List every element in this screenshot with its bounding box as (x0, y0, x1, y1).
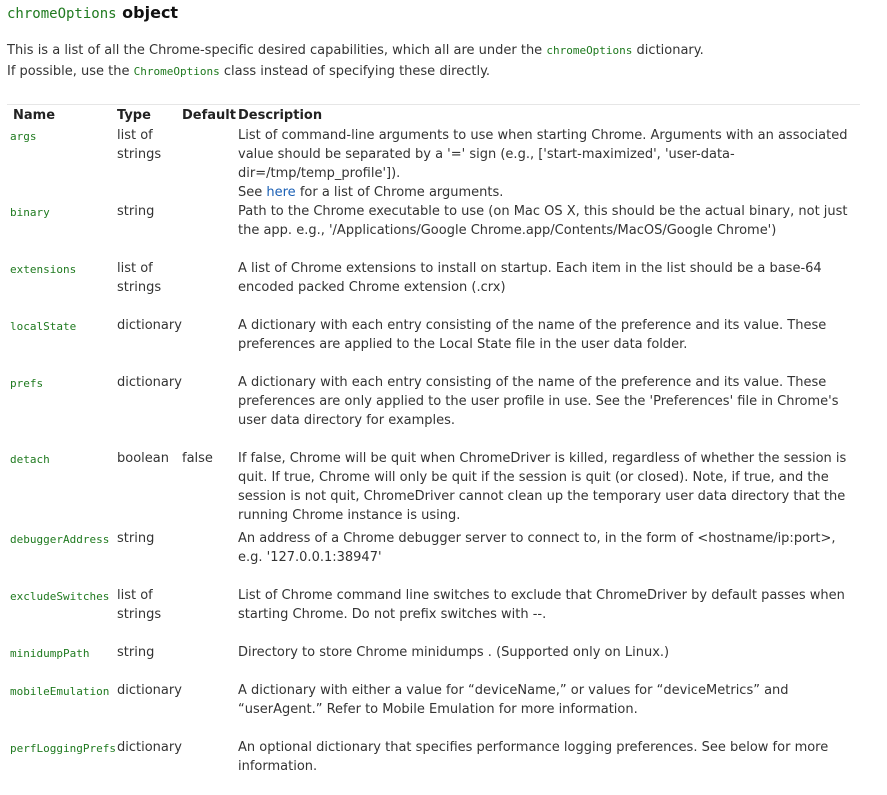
intro-line-1 (7, 40, 704, 61)
chrome-arguments-link[interactable]: here (266, 185, 296, 200)
capabilities-table-wrapper (7, 104, 860, 795)
table-row (7, 373, 860, 449)
cell-description: Path to the Chrome executable to use (on Mac OS X, this should be the actual binary, not just the app. e.g., '/Applications/Google Chrome.app/Contents/MacOS/Google Chrome') (238, 204, 848, 238)
column-header-name: Name (13, 108, 56, 123)
table-row (7, 586, 860, 643)
cell-name: localState (10, 320, 77, 333)
cell-type: list of strings (117, 261, 162, 295)
cell-description: If false, Chrome will be quit when ChromeDriver is killed, regardless of whether the session is quit. If true, Chrome will only be quit if the session is quit (or closed). Note, if true, and the session is not quit, ChromeDriver cannot clean up the temporary user data directory that the running Chrome instance is using. (238, 451, 847, 523)
cell-type: boolean (117, 451, 169, 466)
cell-default (182, 586, 238, 643)
cell-type: dictionary (117, 683, 182, 698)
title-code: chromeOptions (7, 6, 117, 22)
cell-name: detach (10, 453, 50, 466)
cell-default: false (182, 451, 213, 466)
table-row (7, 738, 860, 795)
table-row (7, 643, 860, 681)
cell-default (182, 681, 238, 738)
cell-description: An address of a Chrome debugger server to connect to, in the form of <hostname/ip:port>, e.g. '127.0.0.1:38947' (238, 531, 836, 565)
column-header-description: Description (238, 108, 323, 123)
title-word: object (122, 3, 179, 22)
table-header-row (7, 105, 860, 126)
cell-default (182, 643, 238, 681)
cell-name: excludeSwitches (10, 590, 110, 603)
cell-name: mobileEmulation (10, 685, 110, 698)
cell-name: extensions (10, 263, 77, 276)
cell-default (182, 738, 238, 795)
intro-line-2-code: ChromeOptions (133, 65, 220, 78)
page-title (7, 3, 178, 22)
cell-description: An optional dictionary that specifies performance logging preferences. See below for more information. (238, 740, 829, 774)
cell-default (182, 373, 238, 449)
column-header-default: Default (182, 108, 236, 123)
intro-line-2-end: class instead of specifying these directly. (219, 64, 491, 79)
cell-type: dictionary (117, 740, 182, 755)
intro-line-2 (7, 61, 704, 82)
table-row (7, 449, 860, 529)
table-row (7, 202, 860, 259)
cell-type: string (117, 645, 155, 660)
cell-name: binary (10, 206, 50, 219)
table-row (7, 681, 860, 738)
cell-type: dictionary (117, 318, 182, 333)
cell-default (182, 259, 238, 316)
cell-description: A dictionary with each entry consisting of the name of the preference and its value. These preferences are applied to the Local State file in the user data folder. (238, 318, 827, 352)
cell-description (238, 126, 860, 202)
intro-line-1-text: This is a list of all the Chrome-specific desired capabilities, which all are under the (7, 43, 547, 58)
cell-default (182, 126, 238, 202)
cell-default (182, 202, 238, 259)
cell-description: A dictionary with each entry consisting of the name of the preference and its value. These preferences are only applied to the user profile in use. See the 'Preferences' file in Chrome's user data directory for examples. (238, 375, 839, 428)
intro-line-1-end: dictionary. (632, 43, 704, 58)
table-row (7, 316, 860, 373)
intro-line-2-text: If possible, use the (7, 64, 134, 79)
capabilities-table (7, 105, 860, 795)
table-row (7, 126, 860, 202)
description-text-end: for a list of Chrome arguments. (295, 185, 504, 200)
cell-type: list of strings (117, 128, 162, 162)
cell-name: prefs (10, 377, 44, 390)
table-row (7, 529, 860, 586)
description-text: List of command-line arguments to use when starting Chrome. Arguments with an associated value should be separated by a '=' sign (e.g., ['start-maximized', 'user-data-dir=/tmp/temp_profile']). (238, 128, 848, 181)
cell-description: Directory to store Chrome minidumps . (Supported only on Linux.) (238, 645, 670, 660)
column-header-type: Type (117, 108, 151, 123)
cell-name: debuggerAddress (10, 533, 110, 546)
cell-type: dictionary (117, 375, 182, 390)
cell-default (182, 316, 238, 373)
cell-default (182, 529, 238, 586)
cell-name: minidumpPath (10, 647, 90, 660)
table-row (7, 259, 860, 316)
cell-type: string (117, 531, 155, 546)
cell-type: string (117, 204, 155, 219)
cell-name: args (10, 130, 37, 143)
intro-text (7, 40, 704, 82)
cell-description: A dictionary with either a value for “deviceName,” or values for “deviceMetrics” and “userAgent.” Refer to Mobile Emulation for more information. (238, 683, 789, 717)
cell-description: List of Chrome command line switches to exclude that ChromeDriver by default passes when starting Chrome. Do not prefix switches with --. (238, 588, 845, 622)
cell-name: perfLoggingPrefs (10, 742, 116, 755)
intro-line-1-code: chromeOptions (546, 44, 633, 57)
cell-description: A list of Chrome extensions to install on startup. Each item in the list should be a base-64 encoded packed Chrome extension (.crx) (238, 261, 822, 295)
description-text-see: See (238, 185, 267, 200)
cell-type: list of strings (117, 588, 162, 622)
